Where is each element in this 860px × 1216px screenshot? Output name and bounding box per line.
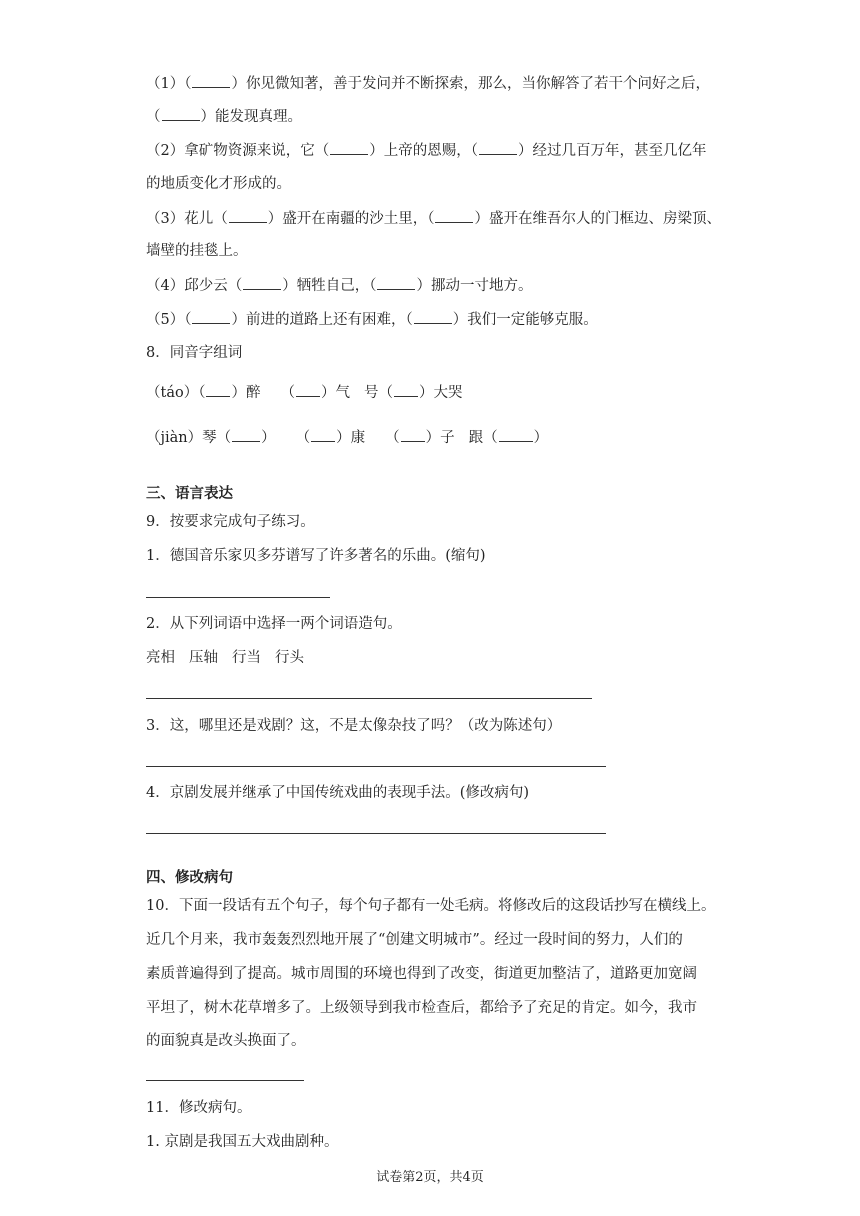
q7-item-1: （1）（ ）你见微知著，善于发问并不断探索，那么，当你解答了若干个问好之后， <box>146 73 710 94</box>
blank[interactable] <box>499 427 533 442</box>
blank[interactable] <box>243 275 281 290</box>
answer-line[interactable] <box>146 833 606 834</box>
q9-sentence-2: 2．从下列词语中选择一两个词语造句。 <box>146 616 402 632</box>
q8-title: 8．同音字组词 <box>146 345 243 361</box>
answer-line[interactable] <box>146 597 330 598</box>
q11-sentence-1: 1. 京剧是我国五大戏曲剧种。 <box>146 1134 339 1150</box>
blank[interactable] <box>206 382 230 397</box>
q9-sentence-4: 4．京剧发展并继承了中国传统戏曲的表现手法。(修改病句) <box>146 785 530 801</box>
blank[interactable] <box>479 140 517 155</box>
blank[interactable] <box>311 427 335 442</box>
q7-item-2: （2）拿矿物资源来说，它（ ）上帝的恩赐，（ ）经过几百万年，甚至几亿年 <box>146 140 706 161</box>
blank[interactable] <box>394 382 418 397</box>
q8-tao-row: （táo）（ ）醉 （ ）气 号（ ）大哭 <box>146 382 462 403</box>
blank[interactable] <box>162 106 200 121</box>
answer-line[interactable] <box>146 766 606 767</box>
q8-jian-row: （jiàn）琴（ ） （ ）康 （ ）子 跟（ ） <box>146 427 548 448</box>
blank[interactable] <box>414 309 452 324</box>
page-footer: 试卷第2页，共4页 <box>376 1170 484 1185</box>
word-list: 亮相 压轴 行当 行头 <box>146 650 304 666</box>
q10-paragraph-line: 近几个月来，我市轰轰烈烈地开展了“创建文明城市”。经过一段时间的努力，人们的 <box>146 932 683 948</box>
q7-item-5: （5）（ ）前进的道路上还有困难，（ ）我们一定能够克服。 <box>146 309 598 330</box>
section-4-heading: 四、修改病句 <box>146 869 233 886</box>
blank[interactable] <box>435 208 473 223</box>
blank[interactable] <box>401 427 425 442</box>
blank[interactable] <box>229 208 267 223</box>
q11-title: 11．修改病句。 <box>146 1100 252 1116</box>
blank[interactable] <box>232 427 260 442</box>
blank[interactable] <box>192 73 230 88</box>
q7-item-1-cont: （ ）能发现真理。 <box>146 106 302 127</box>
blank[interactable] <box>330 140 368 155</box>
blank[interactable] <box>192 309 230 324</box>
q7-item-3: （3）花儿（ ）盛开在南疆的沙土里，（ ）盛开在维吾尔人的门框边、房梁顶、 <box>146 208 721 229</box>
q7-item-3-cont: 墙壁的挂毯上。 <box>146 243 248 259</box>
blank[interactable] <box>377 275 415 290</box>
q10-paragraph-line: 的面貌真是改头换面了。 <box>146 1033 306 1049</box>
q10-paragraph-line: 平坦了，树木花草增多了。上级领导到我市检查后，都给予了充足的肯定。如今，我市 <box>146 1000 697 1016</box>
section-3-heading: 三、语言表达 <box>146 485 233 502</box>
q7-item-4: （4）邱少云（ ）牺牲自己，（ ）挪动一寸地方。 <box>146 275 532 296</box>
q9-sentence-3: 3．这，哪里还是戏剧？这，不是太像杂技了吗？（改为陈述句） <box>146 718 562 734</box>
answer-line[interactable] <box>146 698 592 699</box>
blank[interactable] <box>296 382 320 397</box>
q9-title: 9．按要求完成句子练习。 <box>146 514 315 530</box>
q7-item-2-cont: 的地质变化才形成的。 <box>146 176 291 192</box>
answer-line[interactable] <box>146 1080 304 1081</box>
q10-title: 10．下面一段话有五个句子，每个句子都有一处毛病。将修改后的这段话抄写在横线上。 <box>146 898 716 914</box>
q10-paragraph-line: 素质普遍得到了提高。城市周围的环境也得到了改变，街道更加整洁了，道路更加宽阔 <box>146 966 697 982</box>
q9-sentence-1: 1．德国音乐家贝多芬谱写了许多著名的乐曲。(缩句) <box>146 548 486 564</box>
